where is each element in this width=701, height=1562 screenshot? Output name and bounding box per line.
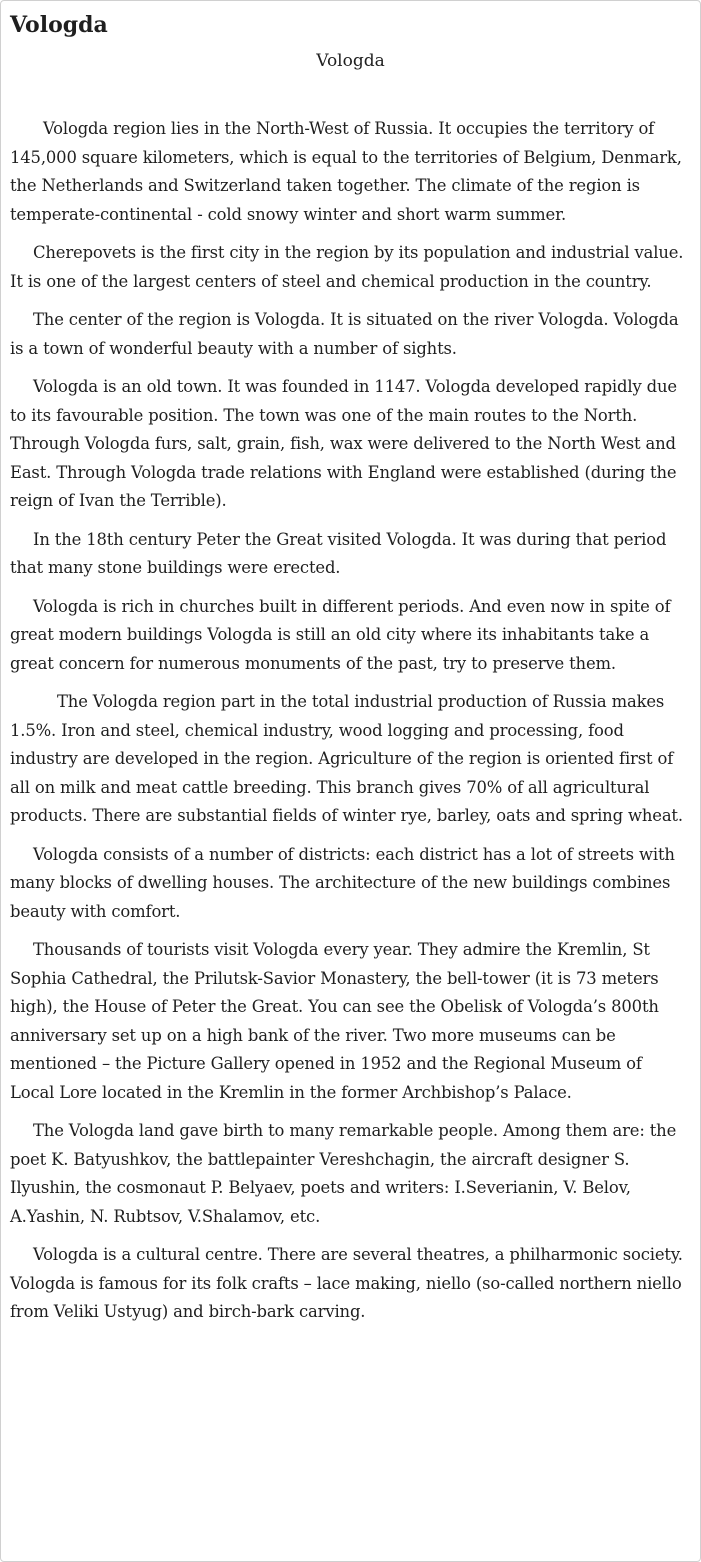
document-body: [10, 115, 691, 1327]
paragraph-notable-people: The Vologda land gave birth to many remarkable people. Among them are: the poet K. Batyushkov, the battlepainter Vereshchagin, the aircraft designer S. Ilyushin, the cosmonaut P. Belyaev, poets and writers: I.Severianin, V. Belov, A.Yashin, N. Rubtsov, V.Shalamov, etc.: [10, 1121, 677, 1226]
paragraph-region-overview: Vologda region lies in the North-West of Russia. It occupies the territory of 145,000 square kilometers, which is equal to the territories of Belgium, Denmark, the Netherlands and Switzerland taken together. The climate of the region is temperate-continental - cold snowy winter and short warm summer.: [10, 119, 682, 224]
paragraph-churches: Vologda is rich in churches built in different periods. And even now in spite of great modern buildings Vologda is still an old city where its inhabitants take a great concern for numerous monuments of the past, try to preserve them.: [10, 596, 671, 673]
document-heading: Vologda: [316, 51, 385, 71]
paragraph-culture: Vologda is a cultural centre. There are several theatres, a philharmonic society. Vologda is famous for its folk crafts – lace making, niello (so-called northern niello from Veliki Ustyug) and birch-bark carving.: [10, 1245, 683, 1321]
paragraph-history: Vologda is an old town. It was founded in 1147. Vologda developed rapidly due to its favourable position. The town was one of the main routes to the North. Through Vologda furs, salt, grain, fish, wax were delivered to the North West and East. Through Vologda trade relations with England were established (during the reign of Ivan the Terrible).: [10, 377, 677, 510]
paragraph-districts: Vologda consists of a number of districts: each district has a lot of streets with many blocks of dwelling houses. The architecture of the new buildings combines beauty with comfort.: [10, 844, 675, 921]
paragraph-industry: The Vologda region part in the total industrial production of Russia makes 1.5%. Iron and steel, chemical industry, wood logging and processing, food industry are developed in the region. Agriculture of the region is oriented first of all on milk and meat cattle breeding. This branch gives 70% of all agricultural products. There are substantial fields of winter rye, barley, oats and spring wheat.: [10, 692, 683, 825]
paragraph-cherepovets: Cherepovets is the first city in the region by its population and industrial value. It is one of the largest centers of steel and chemical production in the country.: [10, 243, 684, 291]
paragraph-region-center: The center of the region is Vologda. It is situated on the river Vologda. Vologda is a town of wonderful beauty with a number of sights.: [10, 310, 679, 358]
page-title: Vologda: [10, 12, 108, 38]
paragraph-tourism: Thousands of tourists visit Vologda every year. They admire the Kremlin, St Sophia Cathedral, the Prilutsk-Savior Monastery, the bell-tower (it is 73 meters high), the House of Peter the Great. You can see the Obelisk of Vologda’s 800th anniversary set up on a high bank of the river. Two more museums can be mentioned – the Picture Gallery opened in 1952 and the Regional Museum of Local Lore located in the Kremlin in the former Archbishop’s Palace.: [10, 940, 659, 1102]
paragraph-peter-the-great: In the 18th century Peter the Great visited Vologda. It was during that period that many stone buildings were erected.: [10, 529, 667, 577]
